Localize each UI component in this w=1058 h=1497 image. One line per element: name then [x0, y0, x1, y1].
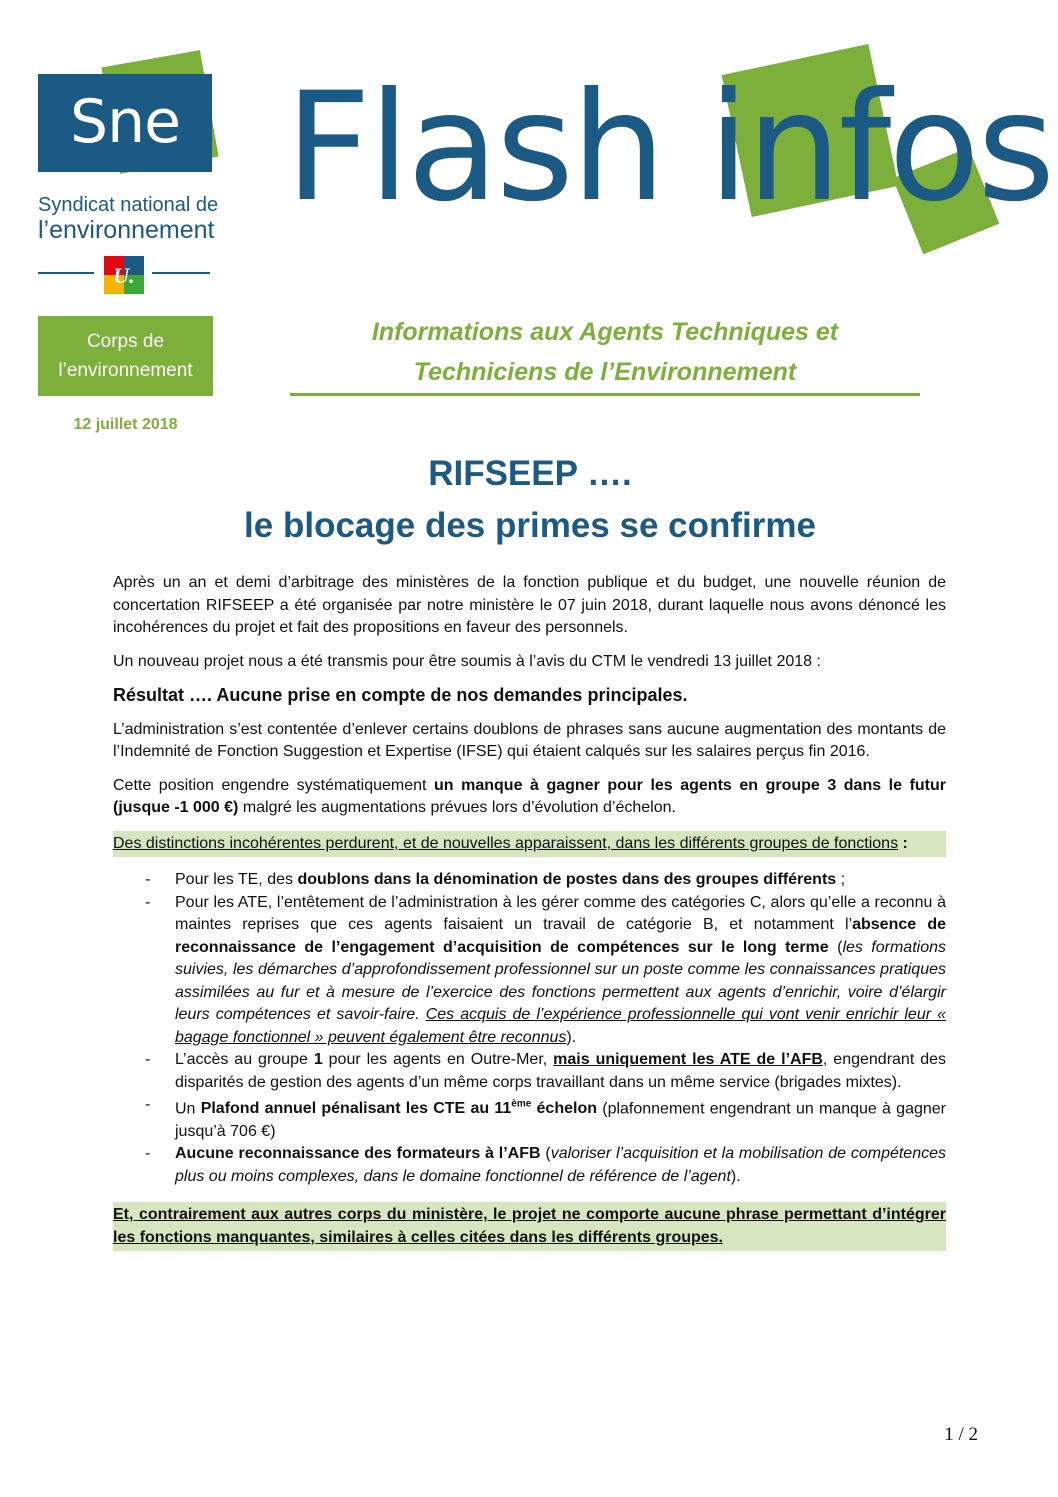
list-item [113, 1094, 946, 1143]
b5-text-b: ( [540, 1145, 551, 1163]
b4-text-bold-end: échelon [531, 1100, 597, 1118]
union-emblem-letter: U. [113, 263, 135, 288]
headline-line1: RIFSEEP …. [428, 454, 632, 493]
b3-text-bold: 1 [313, 1051, 323, 1068]
highlight-conclusion-text: Et, contrairement aux autres corps du ministère, le projet ne comporte aucune phrase permettant d’intégrer les fonctions manquantes, similaires à celles citées dans les différents groupes. [113, 1206, 946, 1246]
subtitle [290, 312, 920, 392]
b2-text-f: ). [566, 1028, 577, 1046]
b5-text-d: ). [730, 1167, 741, 1185]
b3-text-e: , engendrant des disparités de gestion des agents d’un même corps travaillant dans un même service (brigades mixtes). [175, 1051, 947, 1091]
list-item [113, 869, 946, 892]
logo-rule-right [152, 272, 210, 274]
highlight-distinctions-text: Des distinctions incohérentes perdurent, et de nouvelles apparaissent, dans les différents groupes de fonctions [113, 834, 899, 852]
b1-text-c: ; [836, 871, 846, 888]
b1-text-bold: doublons dans la dénomination de postes dans des groupes différents [297, 871, 837, 888]
b4-text-bold-main: Plafond annuel pénalisant les CTE au 11 [200, 1100, 512, 1118]
subtitle-line1: Informations aux Agents Techniques et [371, 318, 839, 346]
headline [110, 448, 950, 552]
subtitle-rule [290, 393, 920, 396]
b4-superscript: ème [511, 1099, 532, 1110]
b4-text-bold [201, 1100, 597, 1117]
highlight-distinctions [113, 831, 946, 858]
b4-text-a: Un [175, 1100, 201, 1118]
b5-text-bold: Aucune reconnaissance des formateurs à l’AFB [175, 1145, 541, 1163]
logo-rule-left [38, 272, 94, 274]
corps-box [38, 316, 213, 396]
paragraph-administration: L’administration s’est contentée d’enlever certains doublons de phrases sans aucune augmentation des montants de l’Indemnité de Fonction Suggestion et Expertise (IFSE) qui étaient calqués sur les salaires perçus fin 2016. [113, 720, 946, 760]
issue-date: 12 juillet 2018 [73, 416, 178, 433]
logo-wordmark: Sne [69, 87, 181, 157]
b2-text-italic: les formations suivies, les démarches d’approfondissement professionnel sur un poste comme les connaissances pratiques assimilées au fur et à mesure de l’exercice des fonctions permettent aux agents d’enrichir, voire d’élargir leurs compétences et savoir-faire. [175, 938, 946, 1023]
masthead-title: Flash infos [285, 61, 1053, 235]
p4-text-c: malgré les augmentations prévues lors d’évolution d’échelon. [238, 799, 676, 816]
p4-text-bold: un manque à gagner pour les agents en groupe 3 dans le futur (jusque -1 000 €) [113, 776, 946, 816]
b3-text-a: L’accès au groupe [175, 1051, 314, 1068]
paragraph-new-project: Un nouveau projet nous a été transmis pour être soumis à l’avis du CTM le vendredi 13 juillet 2018 : [113, 652, 821, 670]
result-statement: Résultat …. Aucune prise en compte de nos demandes principales. [113, 685, 688, 705]
logo-org-line1: Syndicat national de [38, 194, 219, 216]
b2-text-c: ( [828, 938, 843, 956]
subtitle-line2: Techniciens de l’Environnement [413, 358, 797, 386]
headline-line2: le blocage des primes se confirme [244, 506, 816, 545]
union-emblem-icon [104, 256, 144, 294]
highlight-distinctions-colon: : [898, 834, 908, 852]
list-item [113, 1049, 946, 1094]
article-body [113, 572, 946, 1262]
logo-org-line2: l’environnement [38, 216, 215, 244]
b1-text-a: Pour les TE, des [175, 871, 298, 888]
b3-text-bold-underline: mais uniquement les ATE de l’AFB [553, 1051, 823, 1068]
paragraph-intro: Après un an et demi d’arbitrage des ministères de la fonction publique et du budget, une nouvelle réunion de concertation RIFSEEP a été organisée par notre ministère le 07 juin 2018, durant laquelle nous avons dénoncé les incohérences du projet et fait des propositions en faveur des personnels. [113, 574, 946, 636]
b4-text-d: (plafonnement engendrant un manque à gagner jusqu’à 706 €) [175, 1100, 946, 1140]
p4-text-a: Cette position engendre systématiquement [113, 776, 435, 794]
list-item [113, 1143, 946, 1188]
page-number: 1 / 2 [944, 1424, 978, 1445]
list-item [113, 892, 946, 1050]
b2-text-a: Pour les ATE, l’entêtement de l’administration à les gérer comme des catégories C, alors qu’elle a reconnu à maintes reprises que ces agents faisaient un travail de catégorie B, et notamment l’ [175, 893, 946, 933]
b2-text-italic-underline: Ces acquis de l’expérience professionnelle qui vont venir enrichir leur « bagage fonctionnel » peuvent également être reconnus [175, 1006, 946, 1046]
distinctions-list [113, 869, 946, 1188]
b3-text-c: pour les agents en Outre-Mer, [322, 1051, 554, 1068]
highlight-conclusion [113, 1202, 946, 1251]
corps-box-line1: Corps de [86, 331, 165, 352]
b5-text-italic: valoriser l’acquisition et la mobilisation de compétences plus ou moins complexes, dans le domaine fonctionnel de référence de l’agent [175, 1145, 946, 1185]
corps-box-line2: l’environnement [58, 360, 193, 381]
paragraph-position [113, 775, 946, 820]
b2-text-bold: absence de reconnaissance de l’engagement d’acquisition de compétences sur le long terme [175, 916, 946, 956]
